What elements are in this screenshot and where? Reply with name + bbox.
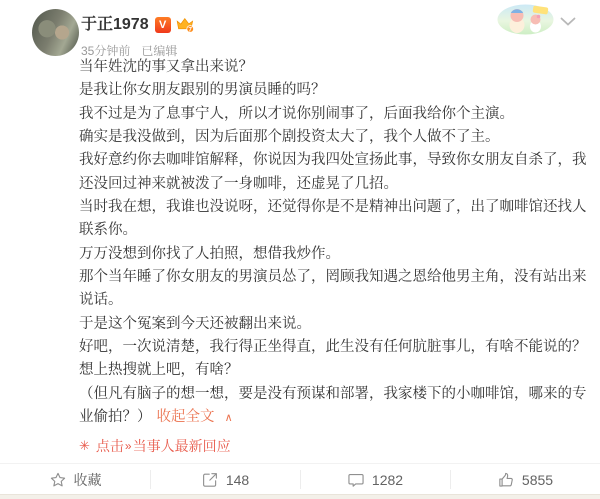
like-button[interactable] (450, 464, 600, 495)
vip-level-number: 7 (187, 26, 192, 33)
comment-bubble-icon (347, 471, 365, 489)
post-paragraph: 万万没想到你找了人拍照，想借我炒作。 (79, 245, 340, 262)
star-icon (49, 471, 67, 489)
collect-label: 收藏 (73, 471, 102, 488)
flower-icon: ✳ (79, 437, 90, 453)
repost-button[interactable] (150, 464, 300, 495)
chevron-down-icon[interactable] (558, 15, 578, 28)
user-name-row (81, 16, 195, 34)
post-paragraph: 当年姓沈的事又拿出来说？ (79, 59, 253, 75)
member-sticker-image (497, 4, 554, 35)
comment-button[interactable] (300, 464, 450, 495)
chevron-up-icon[interactable]: ∧ (224, 412, 233, 425)
latest-response-link[interactable] (79, 436, 588, 456)
like-count: 5855 (521, 471, 554, 488)
collect-button[interactable] (0, 464, 150, 495)
vip-crown-icon (175, 17, 195, 33)
post-text (79, 56, 588, 456)
action-toolbar (0, 463, 600, 495)
collapse-full-text-link[interactable]: 收起全文 (156, 409, 215, 426)
edited-label: 已编辑 (141, 44, 178, 58)
post-paragraph: 好吧，一次说清楚，我行得正坐得直，此生没有任何肮脏事儿，有啥不能说的？ (79, 339, 587, 356)
verified-v-icon: V (155, 17, 171, 33)
comment-count: 1282 (371, 471, 404, 488)
repost-icon (201, 471, 219, 489)
timestamp[interactable]: 35分钟前 (81, 44, 131, 58)
post-paragraph: 想上热搜就上吧，有啥？ (79, 362, 239, 379)
post-paragraph: 我不过是为了息事宁人，所以才说你别闹事了，后面我给你个主演。 (79, 105, 514, 122)
post-paragraph: 那个当年睡了你女朋友的男演员怂了，罔顾我知遇之恩给他男主角，没有站出来说话。 (79, 269, 587, 309)
link-arrow-icon: » (124, 438, 132, 453)
post-paragraph: 于是这个冤案到今天还被翻出来说。 (79, 315, 311, 332)
post-paragraphs (79, 56, 588, 383)
hot-link-prefix: 点击 (95, 437, 124, 454)
post-paragraph: 当时我在想，我谁也没说呀，还觉得你是不是精神出问题了，出了咖啡馆还找人联系你。 (79, 199, 587, 239)
card-bottom-edge (0, 494, 600, 499)
post-last-paragraph-text: （但凡有脑子的想一想，要是没有预谋和部署，我家楼下的小咖啡馆，哪来的专业偷拍？） (79, 385, 587, 426)
thumbs-up-icon (497, 471, 515, 489)
username[interactable]: 于正1978 (81, 16, 149, 33)
hot-link-label: 当事人最新回应 (132, 437, 231, 454)
post-paragraph: 确实是我没做到，因为后面那个剧投资太大了，我个人做不了主。 (79, 129, 500, 146)
post-last-paragraph (79, 383, 588, 431)
post-paragraph: 我好意约你去咖啡馆解释，你说因为我四处宣扬此事，导致你女朋友自杀了，我还没回过神来就被泼了一身咖啡，还虚晃了几招。 (79, 152, 587, 192)
post-paragraph: 是我让你女朋友跟别的男演员睡的吗？ (79, 82, 326, 99)
repost-count: 148 (225, 471, 250, 488)
avatar[interactable] (32, 9, 79, 56)
